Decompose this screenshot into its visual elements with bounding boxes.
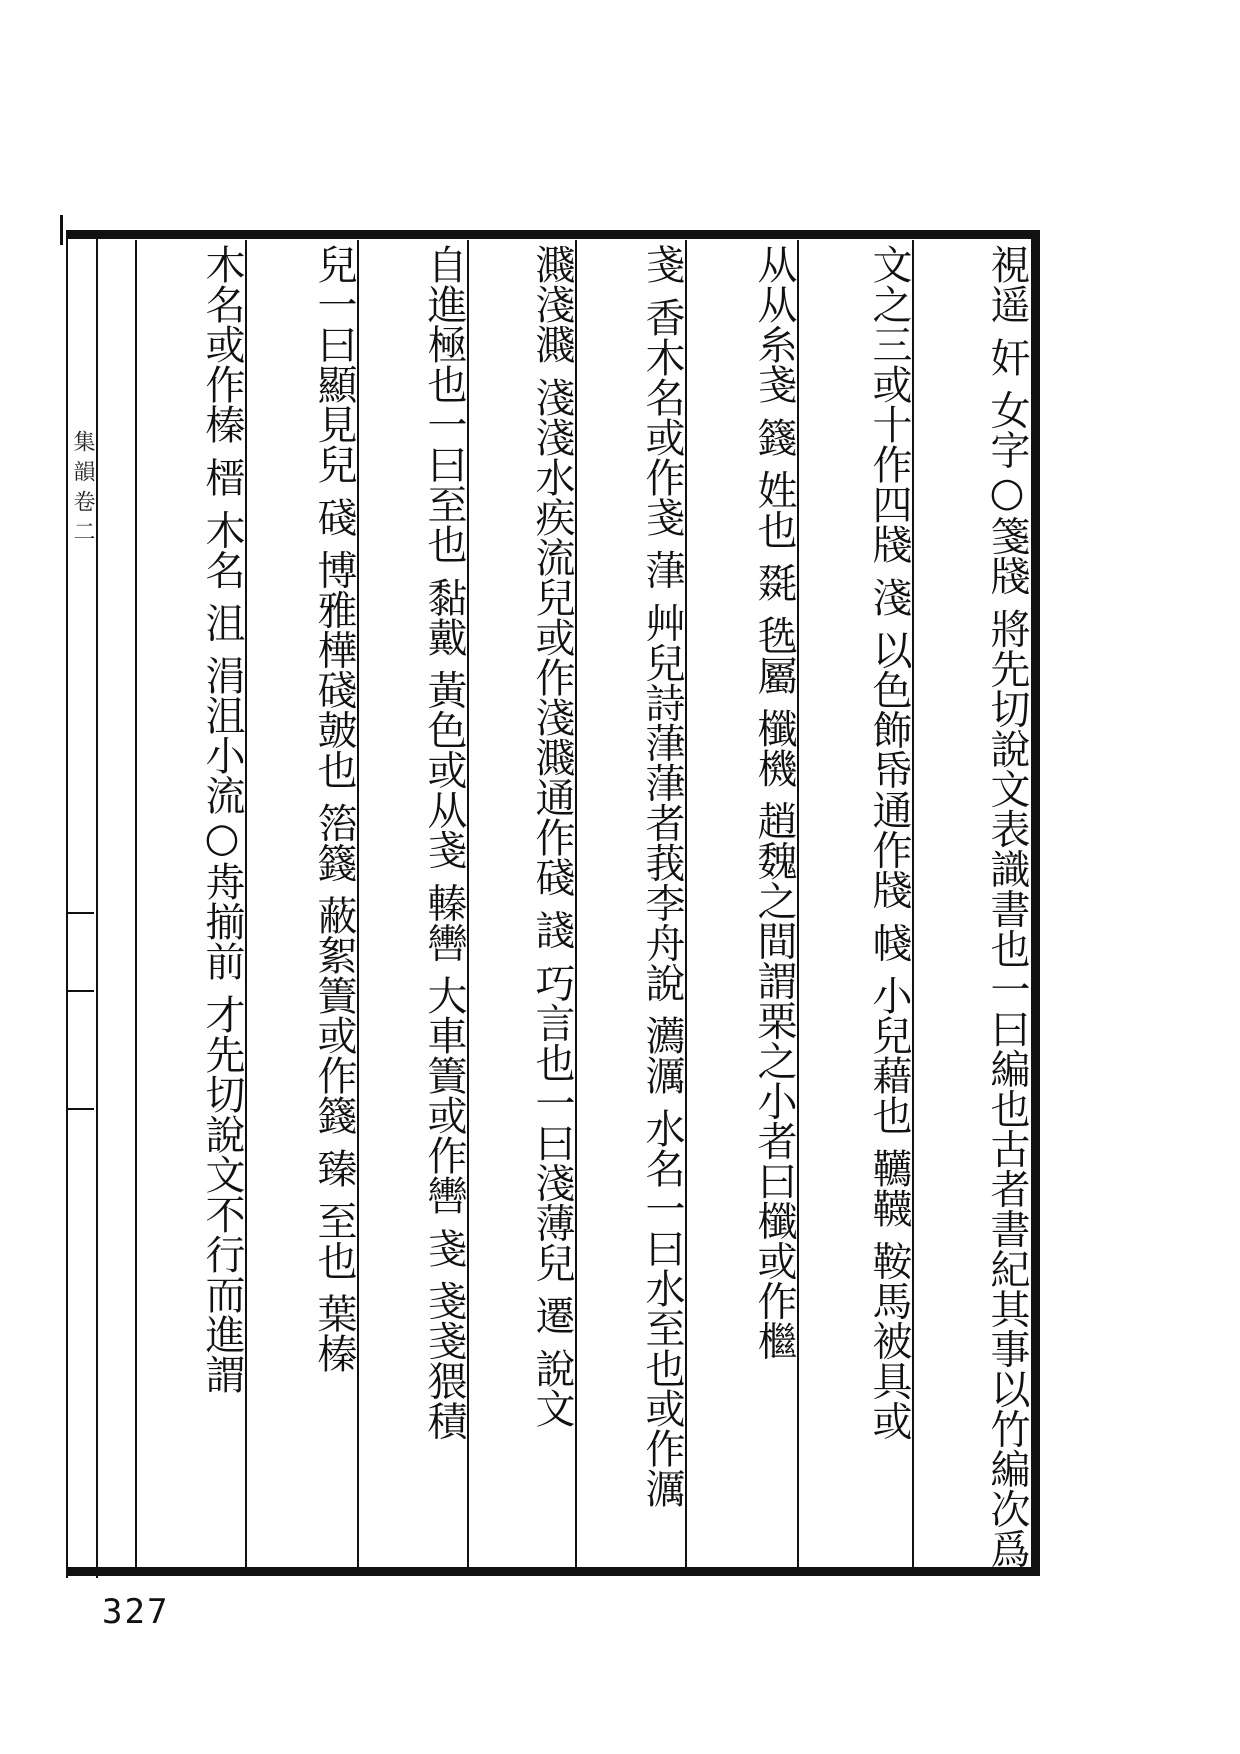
text-column: 木名或作榛 榗 木名 沮 涓沮小流○歬揃前 才先切說文不行而進謂: [135, 240, 245, 1570]
text-column: 視遥 奸 女字○箋牋 將先切說文表識書也一曰編也古者書紀其事以竹編次爲: [912, 240, 1030, 1570]
text-column: 兒一曰顯見兒 碊 博雅樺碊皷也 箈籛 蔽絮簀或作籛 臻 至也 葉榛: [245, 240, 357, 1570]
text-columns: [100, 240, 1030, 1570]
text-column: 濺淺濺 淺淺水疾流兒或作淺濺通作碊 諓 巧言也一曰淺薄兒 遷 說文: [467, 240, 575, 1570]
text-column: 文之三或十作四牋 淺 以色飾帋通作牋 帴 小兒藉也 韉韈 鞍馬被具或: [797, 240, 912, 1570]
spine-label: 集韻卷二: [70, 430, 95, 550]
text-column: 戔 香木名或作戔 葏 艸兒詩葏葏者莪李舟說 瀳濿 水名一曰水至也或作濿: [575, 240, 685, 1570]
text-column: 从从糸戔 籛 姓也 毲 毨屬 櫼機 趙魏之間謂栗之小者曰櫼或作檵: [685, 240, 797, 1570]
text-column: 自進極也一曰至也 黏戴 黃色或从戔 轃轡 大車簀或作轡 戔 戔戔猥積: [357, 240, 467, 1570]
page-corner-mark: [60, 215, 63, 245]
page-number: 327: [102, 1592, 170, 1632]
